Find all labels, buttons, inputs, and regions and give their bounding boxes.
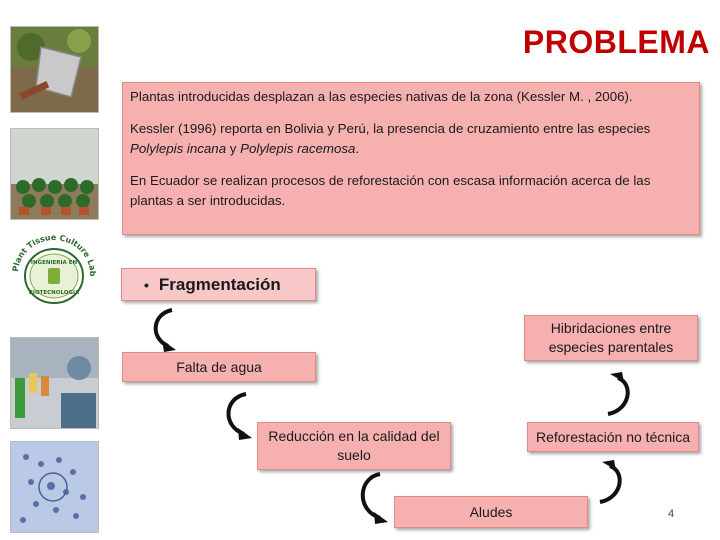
slide-title: PROBLEMA — [522, 24, 710, 60]
falta-agua-label: Falta de agua — [176, 358, 262, 375]
box-hibridaciones — [524, 315, 698, 361]
box-aludes — [394, 496, 588, 528]
box-reforestacion — [527, 422, 699, 452]
logo-text-top: Plant Tissue Culture Lab — [11, 232, 98, 277]
curved-arrow-icon — [146, 306, 186, 354]
curved-arrow-icon — [600, 368, 640, 420]
curved-arrow-icon — [352, 470, 396, 526]
logo-text-mid: INGENIERIA EN — [30, 260, 78, 266]
fragmentation-label: Fragmentación — [158, 274, 281, 294]
trowel-photo — [10, 26, 99, 113]
logo-text-bottom: BIOTECNOLOGIA — [28, 290, 80, 296]
box-falta-agua — [122, 352, 316, 382]
conjunction: y — [229, 141, 237, 156]
bullet: • — [144, 276, 149, 293]
hibridaciones-label: Hibridaciones entre especies parentales — [548, 320, 674, 355]
seedlings-photo — [10, 128, 99, 220]
species-2: Polylepis racemosa — [240, 141, 356, 156]
reforestacion-label: Reforestación no técnica — [535, 428, 691, 445]
curved-arrow-icon — [592, 458, 632, 508]
curved-arrow-icon — [218, 390, 262, 442]
lab-logo — [8, 230, 100, 310]
paragraph-1: Plantas introducidas desplazan a las especies nativas de la zona (Kessler M. , 2006). — [130, 89, 633, 104]
problem-description-box — [122, 82, 700, 235]
paragraph-2-text: Kessler (1996) reporta en Bolivia y Perú, la presencia de cruzamiento entre las especies — [130, 121, 651, 136]
paragraph-2-end: . — [355, 141, 360, 156]
box-reduccion-suelo — [257, 422, 451, 470]
species-1: Polylepis incana — [130, 141, 227, 156]
lab-bench-photo — [10, 337, 99, 429]
paragraph-2 — [130, 119, 692, 159]
microscope-photo — [10, 441, 99, 533]
page-number: 4 — [668, 508, 675, 520]
paragraph-3: En Ecuador se realizan procesos de reforestación con escasa información acerca de las plantas a ser introducidas. — [130, 173, 651, 208]
fragmentation-box — [121, 268, 316, 301]
aludes-label: Aludes — [469, 503, 513, 520]
reduccion-label: Reducción en la calidad del suelo — [268, 428, 440, 463]
